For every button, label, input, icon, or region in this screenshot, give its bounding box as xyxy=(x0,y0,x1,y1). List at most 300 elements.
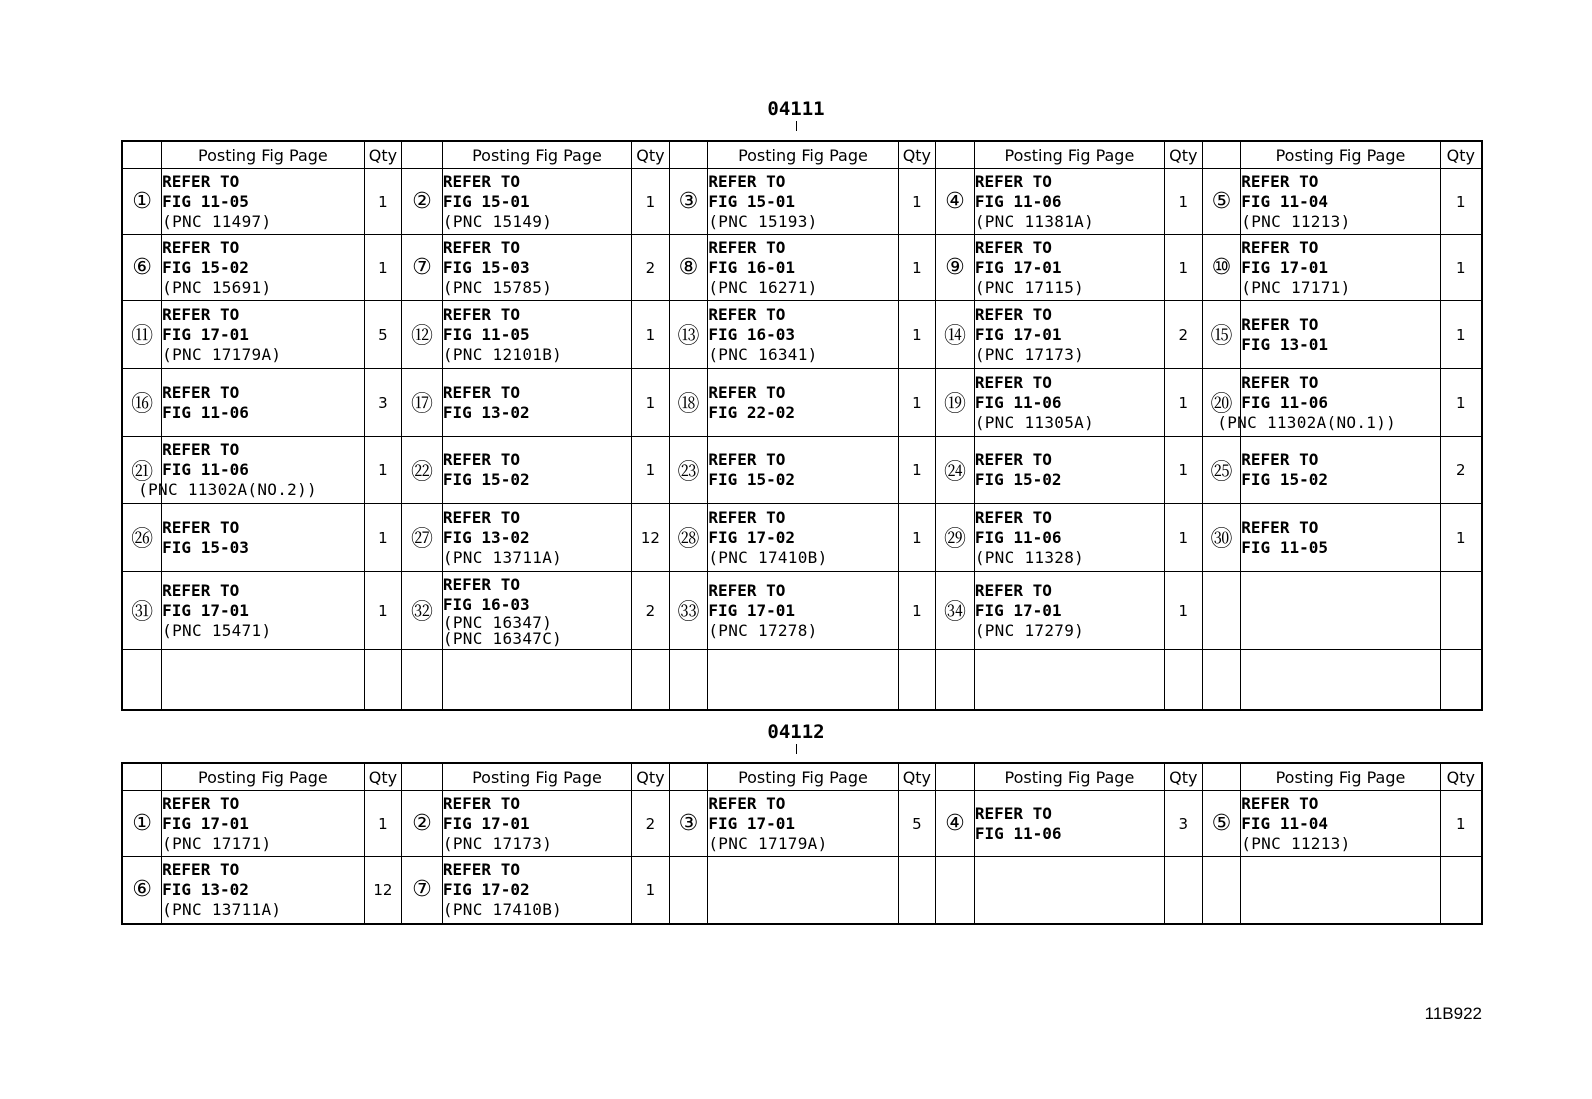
fig-ref-text: FIG 17-02 xyxy=(708,527,796,547)
qty-value: 1 xyxy=(632,301,670,369)
qty-value: 2 xyxy=(632,572,670,650)
qty-value: 1 xyxy=(1440,169,1482,235)
reference-cell xyxy=(1241,504,1440,572)
refer-to-text: REFER TO xyxy=(442,382,520,402)
qty-value xyxy=(1165,650,1203,710)
fig-ref-text: FIG 11-04 xyxy=(1241,813,1328,833)
fig-ref-text: FIG 11-06 xyxy=(974,191,1062,211)
fig-ref-text: FIG 15-02 xyxy=(974,470,1062,489)
reference-cell xyxy=(442,857,631,924)
header-cell-blank xyxy=(669,141,708,169)
table-row xyxy=(122,369,1482,437)
parts-table-04111 xyxy=(121,140,1483,711)
item-number: ③ xyxy=(669,791,708,857)
fig-ref-text: FIG 11-06 xyxy=(162,402,249,422)
fig-ref-text: FIG 11-06 xyxy=(974,527,1062,547)
item-number: ⑥ xyxy=(122,235,162,301)
header-posting-fig-page: Posting Fig Page xyxy=(708,141,898,169)
qty-value xyxy=(898,857,936,924)
pnc-text: (PNC 17173) xyxy=(974,344,1085,364)
table-row xyxy=(122,504,1482,572)
refer-to-text: REFER TO xyxy=(708,450,786,469)
header-posting-fig-page: Posting Fig Page xyxy=(708,763,898,791)
item-number xyxy=(402,650,443,710)
table-row xyxy=(122,169,1482,235)
qty-value xyxy=(364,650,402,710)
reference-cell xyxy=(162,504,364,572)
item-number: ㉞ xyxy=(936,572,975,650)
fig-ref-text: FIG 17-02 xyxy=(442,879,530,899)
group-label-04111 xyxy=(0,98,1592,131)
item-number: ⑪ xyxy=(122,301,162,369)
qty-value: 1 xyxy=(364,235,402,301)
item-number: ⑰ xyxy=(402,369,443,437)
refer-to-text: REFER TO xyxy=(1241,450,1319,469)
item-number xyxy=(1202,650,1241,710)
fig-ref-text: FIG 15-03 xyxy=(442,257,530,277)
reference-cell xyxy=(974,791,1164,857)
table-row xyxy=(122,572,1482,650)
refer-to-text: REFER TO xyxy=(442,237,520,257)
header-posting-fig-page: Posting Fig Page xyxy=(974,763,1164,791)
qty-value: 1 xyxy=(1165,235,1203,301)
qty-value: 3 xyxy=(364,369,402,437)
fig-ref-text: FIG 17-01 xyxy=(974,257,1062,277)
item-number: ㉛ xyxy=(122,572,162,650)
reference-cell xyxy=(708,857,898,924)
item-number xyxy=(669,857,708,924)
qty-value: 12 xyxy=(632,504,670,572)
reference-cell xyxy=(162,169,364,235)
reference-cell xyxy=(708,235,898,301)
header-qty: Qty xyxy=(632,141,670,169)
fig-ref-text: FIG 11-06 xyxy=(974,392,1062,412)
refer-to-text: REFER TO xyxy=(442,507,520,527)
item-number: ③ xyxy=(669,169,708,235)
qty-value: 1 xyxy=(1165,169,1203,235)
refer-to-text: REFER TO xyxy=(162,382,240,402)
reference-cell xyxy=(162,857,364,924)
qty-value: 1 xyxy=(364,791,402,857)
qty-value xyxy=(898,650,936,710)
qty-value: 1 xyxy=(1440,791,1482,857)
reference-cell xyxy=(974,572,1164,650)
pnc-text: (PNC 15149) xyxy=(442,211,553,231)
reference-cell xyxy=(708,504,898,572)
fig-ref-text: FIG 15-02 xyxy=(162,257,249,277)
header-qty: Qty xyxy=(364,141,402,169)
fig-ref-text: FIG 15-01 xyxy=(708,191,796,211)
qty-value: 1 xyxy=(898,301,936,369)
qty-value xyxy=(632,650,670,710)
reference-cell xyxy=(162,791,364,857)
item-number: ④ xyxy=(936,169,975,235)
figure-code: 11B922 xyxy=(1424,1004,1482,1023)
table-row xyxy=(122,235,1482,301)
pnc-text: (PNC 17410B) xyxy=(442,899,563,919)
item-number: ⑱ xyxy=(669,369,708,437)
refer-to-text: REFER TO xyxy=(1241,517,1319,537)
item-number: ㉗ xyxy=(402,504,443,572)
header-qty: Qty xyxy=(1165,763,1203,791)
qty-value: 1 xyxy=(632,857,670,924)
fig-ref-text: FIG 11-06 xyxy=(974,823,1062,843)
qty-value: 2 xyxy=(1165,301,1203,369)
refer-to-text: REFER TO xyxy=(162,171,240,191)
item-number: ㉜ xyxy=(402,572,443,650)
reference-cell xyxy=(162,369,364,437)
item-number: ㉝ xyxy=(669,572,708,650)
group-code: 04112 xyxy=(767,721,825,743)
item-number: ② xyxy=(402,791,443,857)
refer-to-text: REFER TO xyxy=(1241,237,1319,257)
item-number: ⑩ xyxy=(1202,235,1241,301)
item-number: ② xyxy=(402,169,443,235)
refer-to-text: REFER TO xyxy=(708,304,786,324)
pnc-text: (PNC 11302A(NO.1)) xyxy=(1217,412,1397,432)
header-row xyxy=(122,141,1482,169)
refer-to-text: REFER TO xyxy=(442,859,520,879)
item-number: ⑤ xyxy=(1202,169,1241,235)
header-cell-blank xyxy=(1202,763,1241,791)
qty-value: 1 xyxy=(364,437,402,504)
fig-ref-text: FIG 17-01 xyxy=(974,600,1062,620)
fig-ref-text: FIG 15-02 xyxy=(1241,470,1328,489)
item-number: ㉖ xyxy=(122,504,162,572)
fig-ref-text: FIG 15-03 xyxy=(162,537,249,557)
fig-ref-text: FIG 11-06 xyxy=(1241,392,1328,412)
fig-ref-text: FIG 16-03 xyxy=(442,594,530,614)
item-number: ⑳ xyxy=(1202,369,1241,437)
reference-cell xyxy=(974,504,1164,572)
header-qty: Qty xyxy=(1440,141,1482,169)
group-code: 04111 xyxy=(767,98,825,120)
header-posting-fig-page: Posting Fig Page xyxy=(974,141,1164,169)
reference-cell xyxy=(974,369,1164,437)
pnc-text: (PNC 17279) xyxy=(974,620,1085,640)
qty-value: 12 xyxy=(364,857,402,924)
item-number xyxy=(936,650,975,710)
qty-value: 1 xyxy=(632,369,670,437)
fig-ref-text: FIG 13-02 xyxy=(442,402,530,422)
table-row xyxy=(122,650,1482,710)
pnc-text: (PNC 16347) xyxy=(442,612,553,632)
qty-value: 5 xyxy=(898,791,936,857)
reference-cell xyxy=(708,369,898,437)
item-number: ㉔ xyxy=(936,437,975,504)
header-cell-blank xyxy=(402,141,443,169)
qty-value: 2 xyxy=(1440,437,1482,504)
pnc-text: (PNC 11213) xyxy=(1241,211,1351,231)
qty-value: 1 xyxy=(364,504,402,572)
reference-cell xyxy=(162,301,364,369)
item-number: ⑥ xyxy=(122,857,162,924)
item-number xyxy=(1202,572,1241,650)
header-qty: Qty xyxy=(1440,763,1482,791)
reference-cell xyxy=(708,572,898,650)
refer-to-text: REFER TO xyxy=(162,304,240,324)
refer-to-text: REFER TO xyxy=(442,171,520,191)
refer-to-text: REFER TO xyxy=(1241,171,1319,191)
qty-value: 1 xyxy=(1440,301,1482,369)
parts-table-04112 xyxy=(121,762,1483,925)
refer-to-text: REFER TO xyxy=(1241,793,1319,813)
fig-ref-text: FIG 17-01 xyxy=(1241,257,1328,277)
qty-value: 5 xyxy=(364,301,402,369)
reference-cell xyxy=(1241,169,1440,235)
qty-value: 2 xyxy=(632,791,670,857)
header-qty: Qty xyxy=(364,763,402,791)
refer-to-text: REFER TO xyxy=(708,793,786,813)
reference-cell xyxy=(442,572,631,650)
refer-to-text: REFER TO xyxy=(162,237,240,257)
header-cell-blank xyxy=(1202,141,1241,169)
refer-to-text: REFER TO xyxy=(442,574,520,594)
reference-cell xyxy=(442,369,631,437)
refer-to-text: REFER TO xyxy=(974,450,1052,469)
refer-to-text: REFER TO xyxy=(974,237,1052,257)
fig-ref-text: FIG 15-02 xyxy=(442,470,530,489)
table-row xyxy=(122,791,1482,857)
pnc-text: (PNC 15691) xyxy=(162,277,272,297)
reference-cell xyxy=(1241,857,1440,924)
refer-to-text: REFER TO xyxy=(974,171,1052,191)
item-number: ⑭ xyxy=(936,301,975,369)
qty-value: 1 xyxy=(898,572,936,650)
table-body xyxy=(122,763,1482,924)
item-number: ㉕ xyxy=(1202,437,1241,504)
header-qty: Qty xyxy=(632,763,670,791)
qty-value: 1 xyxy=(632,437,670,504)
refer-to-text: REFER TO xyxy=(442,793,520,813)
pnc-text: (PNC 16341) xyxy=(708,344,818,364)
header-posting-fig-page: Posting Fig Page xyxy=(442,763,631,791)
qty-value: 1 xyxy=(898,369,936,437)
refer-to-text: REFER TO xyxy=(162,440,240,459)
qty-value: 1 xyxy=(898,235,936,301)
pnc-text: (PNC 17179A) xyxy=(708,833,828,853)
pnc-text: (PNC 17179A) xyxy=(162,344,282,364)
reference-cell xyxy=(708,791,898,857)
qty-value xyxy=(1440,572,1482,650)
header-qty: Qty xyxy=(898,763,936,791)
refer-to-text: REFER TO xyxy=(974,507,1052,527)
refer-to-text: REFER TO xyxy=(442,304,520,324)
fig-ref-text: FIG 17-01 xyxy=(442,813,530,833)
reference-cell xyxy=(442,504,631,572)
fig-ref-text: FIG 13-02 xyxy=(442,527,530,547)
pnc-text: (PNC 15193) xyxy=(708,211,818,231)
fig-ref-text: FIG 13-01 xyxy=(1241,334,1328,354)
pnc-text: (PNC 16271) xyxy=(708,277,818,297)
header-cell-blank xyxy=(402,763,443,791)
fig-ref-text: FIG 16-01 xyxy=(708,257,796,277)
fig-ref-text: FIG 22-02 xyxy=(708,402,796,422)
item-number: ④ xyxy=(936,791,975,857)
qty-value: 3 xyxy=(1165,791,1203,857)
qty-value: 1 xyxy=(1165,437,1203,504)
item-number: ⑦ xyxy=(402,235,443,301)
item-number: ⑦ xyxy=(402,857,443,924)
qty-value: 1 xyxy=(898,437,936,504)
fig-ref-text: FIG 11-05 xyxy=(442,324,530,344)
reference-cell xyxy=(442,301,631,369)
fig-ref-text: FIG 11-04 xyxy=(1241,191,1328,211)
fig-ref-text: FIG 11-06 xyxy=(162,460,249,479)
leader-line xyxy=(796,744,797,754)
refer-to-text: REFER TO xyxy=(162,517,240,537)
item-number: ① xyxy=(122,169,162,235)
pnc-text: (PNC 11497) xyxy=(162,211,272,231)
header-posting-fig-page: Posting Fig Page xyxy=(162,141,364,169)
item-number: ⑲ xyxy=(936,369,975,437)
reference-cell xyxy=(974,301,1164,369)
pnc-text: (PNC 12101B) xyxy=(442,344,563,364)
item-number: ⑬ xyxy=(669,301,708,369)
fig-ref-text: FIG 17-01 xyxy=(708,600,796,620)
qty-value: 1 xyxy=(632,169,670,235)
pnc-text: (PNC 17171) xyxy=(1241,277,1351,297)
item-number: ⑧ xyxy=(669,235,708,301)
refer-to-text: REFER TO xyxy=(974,372,1052,392)
table-body xyxy=(122,141,1482,710)
refer-to-text: REFER TO xyxy=(708,580,786,600)
item-number: ⑯ xyxy=(122,369,162,437)
item-number: ㉓ xyxy=(669,437,708,504)
header-row xyxy=(122,763,1482,791)
table-row xyxy=(122,437,1482,504)
reference-cell xyxy=(708,650,898,710)
reference-cell xyxy=(1241,235,1440,301)
header-posting-fig-page: Posting Fig Page xyxy=(1241,763,1440,791)
header-cell-blank xyxy=(669,763,708,791)
header-qty: Qty xyxy=(898,141,936,169)
fig-ref-text: FIG 17-01 xyxy=(162,600,249,620)
refer-to-text: REFER TO xyxy=(708,237,786,257)
reference-cell xyxy=(1241,437,1440,504)
reference-cell xyxy=(442,169,631,235)
qty-value xyxy=(1440,650,1482,710)
fig-ref-text: FIG 17-01 xyxy=(162,324,249,344)
pnc-text: (PNC 17115) xyxy=(974,277,1085,297)
fig-ref-text: FIG 11-05 xyxy=(1241,537,1328,557)
item-number: ⑫ xyxy=(402,301,443,369)
reference-cell xyxy=(708,437,898,504)
pnc-text: (PNC 17410B) xyxy=(708,547,828,567)
fig-ref-text: FIG 16-03 xyxy=(708,324,796,344)
item-number: ㉙ xyxy=(936,504,975,572)
fig-ref-text: FIG 13-02 xyxy=(162,879,249,899)
group-label-04112 xyxy=(0,721,1592,754)
refer-to-text: REFER TO xyxy=(1241,372,1319,392)
reference-cell xyxy=(1241,301,1440,369)
refer-to-text: REFER TO xyxy=(974,803,1052,823)
qty-value: 2 xyxy=(632,235,670,301)
refer-to-text: REFER TO xyxy=(974,304,1052,324)
pnc-text: (PNC 15785) xyxy=(442,277,553,297)
reference-cell xyxy=(974,650,1164,710)
pnc-text: (PNC 13711A) xyxy=(162,899,282,919)
qty-value: 1 xyxy=(1165,504,1203,572)
reference-cell xyxy=(708,169,898,235)
fig-ref-text: FIG 17-01 xyxy=(708,813,796,833)
refer-to-text: REFER TO xyxy=(1241,314,1319,334)
pnc-text: (PNC 16347C) xyxy=(442,628,563,648)
header-cell-blank xyxy=(122,763,162,791)
item-number xyxy=(669,650,708,710)
pnc-text: (PNC 11328) xyxy=(974,547,1085,567)
item-number xyxy=(1202,857,1241,924)
header-cell-blank xyxy=(936,141,975,169)
fig-ref-text: FIG 17-01 xyxy=(162,813,249,833)
reference-cell xyxy=(1241,572,1440,650)
qty-value: 1 xyxy=(364,169,402,235)
refer-to-text: REFER TO xyxy=(162,793,240,813)
refer-to-text: REFER TO xyxy=(708,171,786,191)
refer-to-text: REFER TO xyxy=(162,580,240,600)
fig-ref-text: FIG 11-05 xyxy=(162,191,249,211)
header-posting-fig-page: Posting Fig Page xyxy=(162,763,364,791)
qty-value xyxy=(1440,857,1482,924)
refer-to-text: REFER TO xyxy=(162,859,240,879)
item-number: ㉒ xyxy=(402,437,443,504)
item-number: ⑮ xyxy=(1202,301,1241,369)
reference-cell xyxy=(1241,791,1440,857)
reference-cell xyxy=(974,235,1164,301)
fig-ref-text: FIG 15-01 xyxy=(442,191,530,211)
refer-to-text: REFER TO xyxy=(708,382,786,402)
fig-ref-text: FIG 15-02 xyxy=(708,470,796,489)
reference-cell xyxy=(974,857,1164,924)
header-posting-fig-page: Posting Fig Page xyxy=(1241,141,1440,169)
leader-line xyxy=(796,121,797,131)
qty-value xyxy=(1165,857,1203,924)
refer-to-text: REFER TO xyxy=(708,507,786,527)
fig-ref-text: FIG 17-01 xyxy=(974,324,1062,344)
reference-cell xyxy=(162,572,364,650)
header-cell-blank xyxy=(936,763,975,791)
item-number: ⑤ xyxy=(1202,791,1241,857)
item-number: ㉚ xyxy=(1202,504,1241,572)
reference-cell xyxy=(442,791,631,857)
item-number: ㉑ xyxy=(122,437,162,504)
reference-cell xyxy=(442,650,631,710)
qty-value: 1 xyxy=(1440,369,1482,437)
header-cell-blank xyxy=(122,141,162,169)
pnc-text: (PNC 17278) xyxy=(708,620,818,640)
item-number: ⑨ xyxy=(936,235,975,301)
reference-cell xyxy=(162,235,364,301)
reference-cell xyxy=(442,235,631,301)
reference-cell xyxy=(974,169,1164,235)
item-number xyxy=(936,857,975,924)
table-row xyxy=(122,301,1482,369)
qty-value: 1 xyxy=(1165,369,1203,437)
qty-value: 1 xyxy=(364,572,402,650)
qty-value: 1 xyxy=(898,169,936,235)
header-qty: Qty xyxy=(1165,141,1203,169)
reference-cell xyxy=(1241,650,1440,710)
reference-cell xyxy=(708,301,898,369)
refer-to-text: REFER TO xyxy=(442,450,520,469)
table-row xyxy=(122,857,1482,924)
refer-to-text: REFER TO xyxy=(974,580,1052,600)
pnc-text: (PNC 11302A(NO.2)) xyxy=(138,480,317,499)
qty-value: 1 xyxy=(1440,504,1482,572)
pnc-text: (PNC 17173) xyxy=(442,833,553,853)
pnc-text: (PNC 17171) xyxy=(162,833,272,853)
pnc-text: (PNC 11381A) xyxy=(974,211,1095,231)
